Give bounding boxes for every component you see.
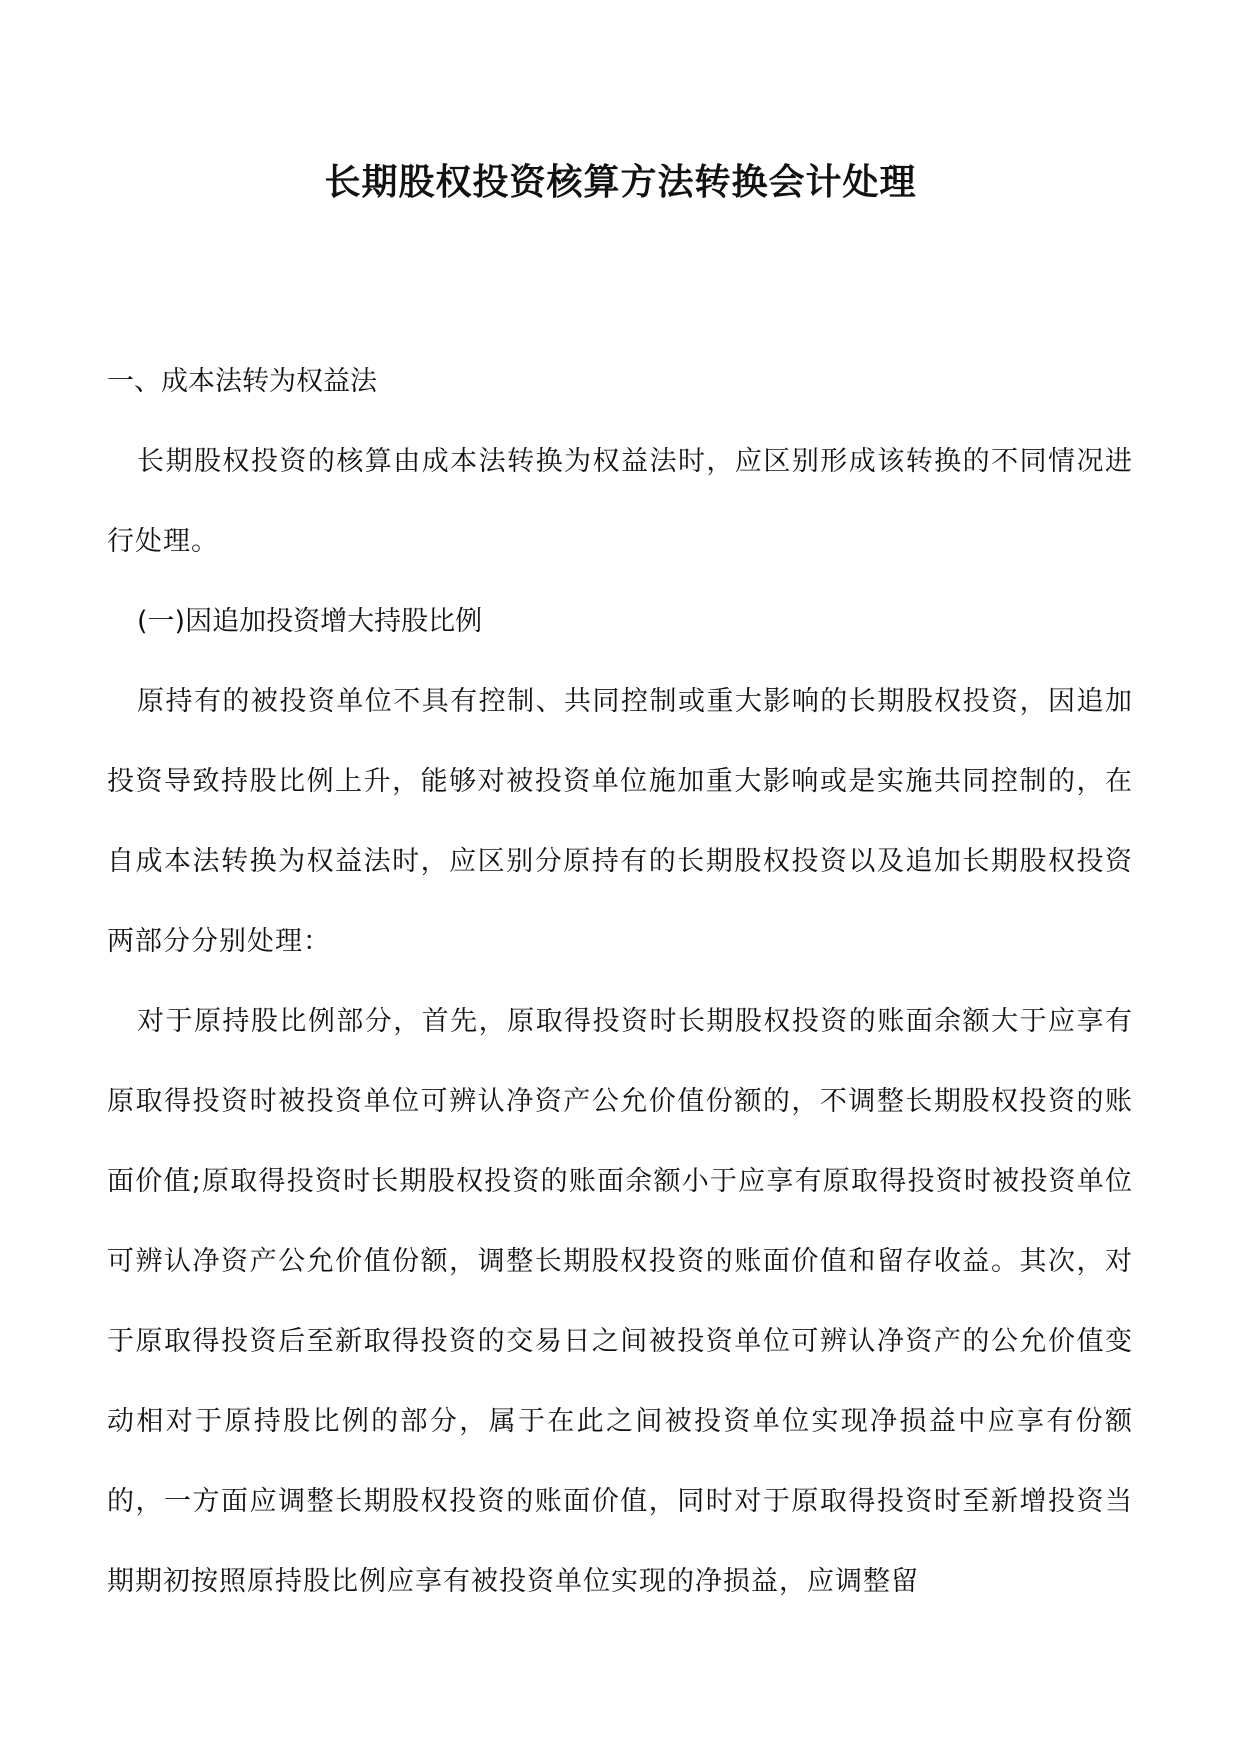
subsection-heading: (一)因追加投资增大持股比例 bbox=[137, 606, 483, 637]
paragraph: 对于原持股比例部分，首先，原取得投资时长期股权投资的账面余额大于应享有原取得投资时被投资单位可辨认净资产公允价值份额的，不调整长期股权投资的账面价值;原取得投资时长期股权投资的账面余额小于应享有原取得投资时被投资单位可辨认净资产公允价值份额，调整长期股权投资的账面价值和留存收益。其次，对于原取得投资后至新取得投资的交易日之间被投资单位可辨认净资产的公允价值变动相对于原持股比例的部分，属于在此之间被投资单位实现净损益中应享有份额的，一方面应调整长期股权投资的账面价值，同时对于原取得投资时至新增投资当期期初按照原持股比例应享有被投资单位实现的净损益，应调整留 bbox=[107, 1006, 1133, 1597]
paragraph: 原持有的被投资单位不具有控制、共同控制或重大影响的长期股权投资，因追加投资导致持股比例上升，能够对被投资单位施加重大影响或是实施共同控制的，在自成本法转换为权益法时，应区别分原持有的长期股权投资以及追加长期股权投资两部分分别处理： bbox=[107, 686, 1133, 957]
document-title: 长期股权投资核算方法转换会计处理 bbox=[324, 161, 917, 203]
document-body bbox=[107, 342, 1133, 1622]
section-heading: 一、成本法转为权益法 bbox=[107, 366, 377, 397]
paragraph: 长期股权投资的核算由成本法转换为权益法时，应区别形成该转换的不同情况进行处理。 bbox=[107, 446, 1133, 557]
